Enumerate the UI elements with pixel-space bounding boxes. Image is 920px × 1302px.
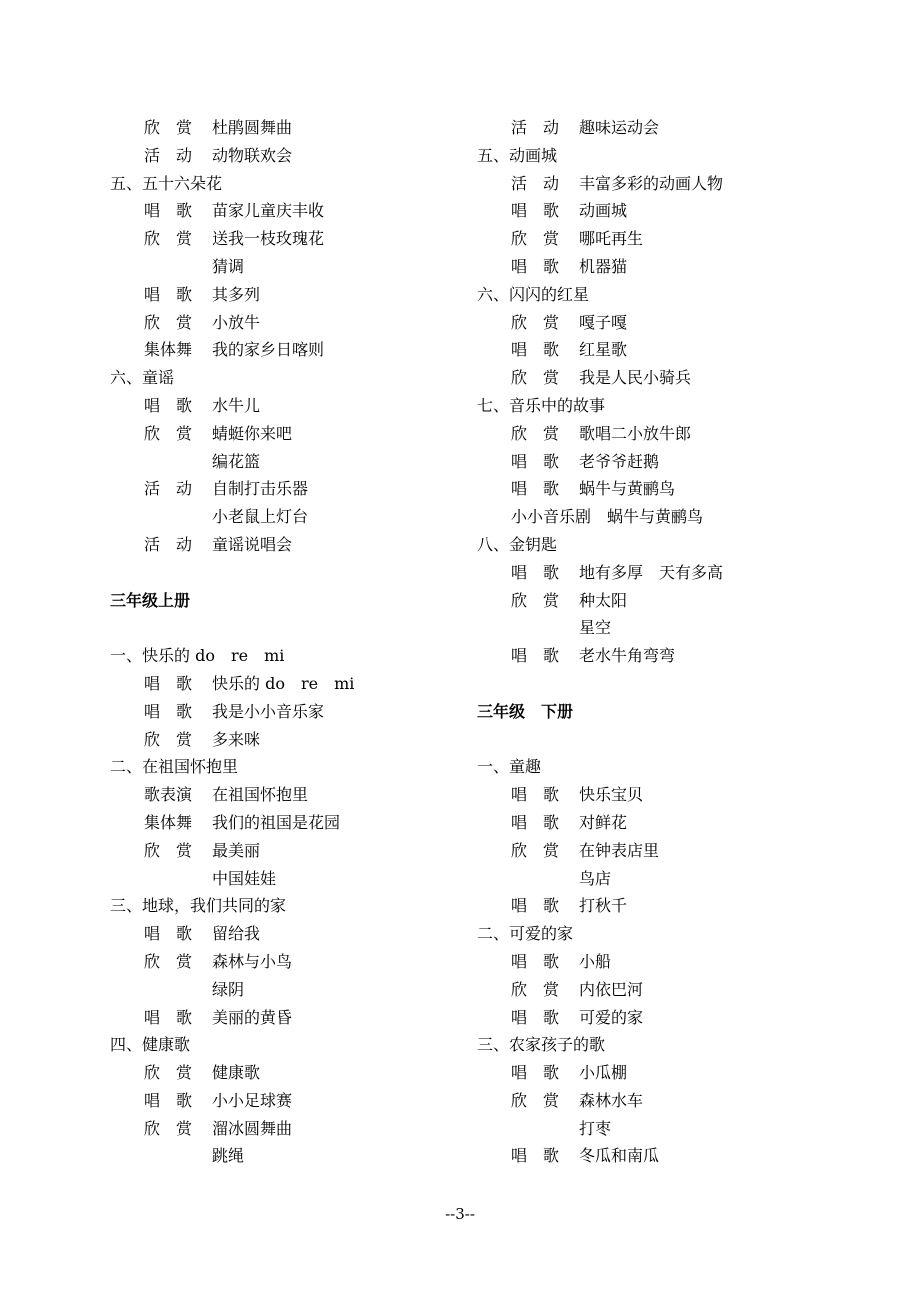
lesson-item — [477, 448, 897, 476]
song-title: 歌唱二小放牛郎 — [579, 423, 692, 443]
unit-title: 三、地球，我们共同的家 — [110, 896, 287, 916]
activity-type: 唱 歌 — [511, 1007, 560, 1027]
unit-title: 一、快乐的 do re mi — [110, 646, 285, 666]
song-title: 溜冰圆舞曲 — [212, 1118, 293, 1138]
activity-type: 欣 赏 — [144, 312, 193, 332]
activity-type: 欣 赏 — [511, 312, 560, 332]
lesson-item — [477, 253, 897, 281]
lesson-item — [477, 170, 897, 198]
song-title: 杜鹃圆舞曲 — [212, 118, 293, 137]
activity-type: 唱 歌 — [144, 395, 193, 415]
lesson-item — [110, 809, 530, 837]
song-title: 老水牛角弯弯 — [579, 646, 676, 666]
activity-type: 欣 赏 — [511, 1090, 560, 1110]
song-title: 蜗牛与黄鹂鸟 — [579, 479, 676, 499]
activity-type: 唱 歌 — [511, 256, 560, 276]
song-title: 老爷爷赶鹅 — [579, 451, 660, 471]
activity-type: 唱 歌 — [511, 812, 560, 832]
grade-heading: 三年级 下册 — [477, 701, 574, 721]
activity-type: 唱 歌 — [144, 701, 193, 721]
song-title: 多来咪 — [212, 729, 261, 749]
lesson-item — [110, 1004, 530, 1032]
song-title-continuation: 小老鼠上灯台 — [212, 507, 309, 527]
lesson-item — [110, 392, 530, 420]
song-title: 森林水车 — [579, 1090, 644, 1110]
song-title: 机器猫 — [579, 256, 628, 276]
song-title: 丰富多彩的动画人物 — [579, 173, 724, 193]
song-title: 森林与小鸟 — [212, 951, 293, 971]
activity-type: 歌表演 — [144, 785, 193, 805]
unit-title: 五、五十六朵花 — [110, 173, 223, 193]
activity-type: 欣 赏 — [144, 1063, 193, 1083]
lesson-item — [110, 531, 530, 559]
unit-title: 一、童趣 — [477, 757, 542, 777]
lesson-item — [110, 726, 530, 754]
activity-type: 欣 赏 — [511, 229, 560, 249]
lesson-item — [477, 225, 897, 253]
lesson-item — [477, 976, 897, 1004]
lesson-item — [110, 920, 530, 948]
lesson-item — [477, 475, 897, 503]
lesson-item — [477, 1059, 897, 1087]
activity-type: 欣 赏 — [511, 423, 560, 443]
lesson-item — [110, 336, 530, 364]
song-title-continuation: 跳绳 — [212, 1146, 245, 1166]
spacer — [477, 670, 897, 698]
activity-type: 活 动 — [511, 118, 560, 137]
activity-type: 唱 歌 — [144, 1090, 193, 1110]
lesson-item — [110, 197, 530, 225]
song-title: 对鲜花 — [579, 812, 628, 832]
lesson-item — [477, 309, 897, 337]
song-title: 我是人民小骑兵 — [579, 368, 692, 388]
unit-title: 八、金钥匙 — [477, 534, 558, 554]
song-title: 其多列 — [212, 284, 261, 304]
lesson-item — [110, 948, 530, 976]
song-title: 我们的祖国是花园 — [212, 812, 341, 832]
unit-title: 四、健康歌 — [110, 1035, 191, 1055]
activity-type: 欣 赏 — [144, 729, 193, 749]
activity-type: 唱 歌 — [144, 201, 193, 221]
grade-heading: 三年级上册 — [110, 590, 191, 610]
lesson-item — [110, 114, 530, 142]
lesson-item — [477, 197, 897, 225]
song-title: 蜻蜓你来吧 — [212, 423, 293, 443]
song-title: 种太阳 — [579, 590, 628, 610]
activity-type: 唱 歌 — [511, 785, 560, 805]
song-title: 快乐宝贝 — [579, 785, 644, 805]
song-title: 内依巴河 — [579, 979, 644, 999]
activity-type: 唱 歌 — [511, 951, 560, 971]
activity-type: 活 动 — [511, 173, 560, 193]
song-title: 苗家儿童庆丰收 — [212, 201, 325, 221]
song-title: 童谣说唱会 — [212, 534, 293, 554]
lesson-item — [110, 309, 530, 337]
song-title: 小瓜棚 — [579, 1063, 628, 1083]
lesson-item — [477, 1142, 897, 1170]
song-title-continuation: 编花篮 — [212, 451, 261, 471]
activity-type: 唱 歌 — [511, 451, 560, 471]
lesson-item — [477, 336, 897, 364]
lesson-item — [477, 420, 897, 448]
song-title: 红星歌 — [579, 340, 628, 360]
song-title-continuation: 打枣 — [579, 1118, 612, 1138]
song-title: 冬瓜和南瓜 — [579, 1146, 660, 1166]
activity-type: 唱 歌 — [511, 479, 560, 499]
lesson-item — [477, 1087, 897, 1115]
unit-title: 六、闪闪的红星 — [477, 284, 590, 304]
lesson-item — [110, 281, 530, 309]
activity-type: 唱 歌 — [511, 562, 560, 582]
lesson-item — [477, 559, 897, 587]
spacer — [110, 559, 530, 587]
unit-title: 三、农家孩子的歌 — [477, 1035, 606, 1055]
lesson-item — [477, 948, 897, 976]
song-title: 快乐的 do re mi — [212, 673, 355, 693]
song-title-continuation: 中国娃娃 — [212, 868, 277, 888]
activity-type: 欣 赏 — [511, 979, 560, 999]
song-title: 小放牛 — [212, 312, 261, 332]
lesson-item — [477, 114, 897, 142]
song-title: 小小足球赛 — [212, 1090, 293, 1110]
song-title: 最美丽 — [212, 840, 261, 860]
song-title-continuation: 星空 — [579, 618, 612, 638]
activity-type: 欣 赏 — [144, 951, 193, 971]
song-title: 可爱的家 — [579, 1007, 644, 1027]
activity-type: 欣 赏 — [511, 840, 560, 860]
unit-title: 二、可爱的家 — [477, 924, 574, 944]
activity-type: 欣 赏 — [144, 118, 193, 137]
lesson-item — [477, 642, 897, 670]
song-title: 水牛儿 — [212, 395, 261, 415]
unit-title: 二、在祖国怀抱里 — [110, 757, 239, 777]
activity-type: 欣 赏 — [144, 840, 193, 860]
song-title: 我的家乡日喀则 — [212, 340, 325, 360]
spacer — [477, 726, 897, 754]
song-title: 趣味运动会 — [579, 118, 660, 137]
lesson-item — [110, 420, 530, 448]
unit-title: 六、童谣 — [110, 368, 175, 388]
left-column — [110, 114, 530, 1170]
song-title: 嘎子嘎 — [579, 312, 628, 332]
song-title: 动画城 — [579, 201, 628, 221]
song-title-continuation: 猜调 — [212, 256, 245, 276]
song-title: 美丽的黄昏 — [212, 1007, 293, 1027]
activity-type: 唱 歌 — [511, 1146, 560, 1166]
song-title: 动物联欢会 — [212, 145, 293, 165]
activity-type: 唱 歌 — [144, 284, 193, 304]
lesson-item — [477, 837, 897, 865]
lesson-item — [110, 475, 530, 503]
activity-type: 活 动 — [144, 479, 193, 499]
activity-type: 唱 歌 — [511, 896, 560, 916]
lesson-item — [477, 809, 897, 837]
song-title: 打秋千 — [579, 896, 628, 916]
song-title: 自制打击乐器 — [212, 479, 309, 499]
lesson-item — [110, 781, 530, 809]
activity-type: 欣 赏 — [144, 1118, 193, 1138]
lesson-item — [477, 1004, 897, 1032]
song-title: 送我一枝玫瑰花 — [212, 229, 325, 249]
activity-type: 集体舞 — [144, 812, 193, 832]
activity-type: 活 动 — [144, 145, 193, 165]
song-title: 在祖国怀抱里 — [212, 785, 309, 805]
lesson-item — [110, 225, 530, 253]
right-column — [477, 114, 897, 1170]
activity-type: 活 动 — [144, 534, 193, 554]
activity-type: 唱 歌 — [511, 646, 560, 666]
unit-title: 七、音乐中的故事 — [477, 395, 606, 415]
spacer — [110, 614, 530, 642]
song-title: 健康歌 — [212, 1063, 261, 1083]
song-title-continuation: 鸟店 — [579, 868, 612, 888]
page-number: --3-- — [445, 1205, 475, 1223]
activity-type: 唱 歌 — [144, 924, 193, 944]
lesson-item — [477, 892, 897, 920]
activity-type: 唱 歌 — [511, 340, 560, 360]
lesson-item: 小小音乐剧 蜗牛与黄鹂鸟 — [511, 507, 704, 527]
song-title: 小船 — [579, 951, 612, 971]
lesson-item — [477, 587, 897, 615]
song-title: 哪吒再生 — [579, 229, 644, 249]
lesson-item — [110, 1087, 530, 1115]
lesson-item — [477, 781, 897, 809]
lesson-item — [110, 837, 530, 865]
lesson-item — [110, 1115, 530, 1143]
activity-type: 唱 歌 — [144, 1007, 193, 1027]
song-title: 地有多厚 天有多高 — [579, 562, 724, 582]
activity-type: 唱 歌 — [511, 1063, 560, 1083]
activity-type: 欣 赏 — [511, 590, 560, 610]
lesson-item — [110, 698, 530, 726]
lesson-item — [110, 670, 530, 698]
activity-type: 唱 歌 — [144, 673, 193, 693]
lesson-item — [110, 1059, 530, 1087]
song-title: 在钟表店里 — [579, 840, 660, 860]
lesson-item — [110, 142, 530, 170]
activity-type: 欣 赏 — [511, 368, 560, 388]
activity-type: 欣 赏 — [144, 423, 193, 443]
song-title-continuation: 绿阴 — [212, 979, 245, 999]
activity-type: 欣 赏 — [144, 229, 193, 249]
unit-title: 五、动画城 — [477, 145, 558, 165]
activity-type: 唱 歌 — [511, 201, 560, 221]
song-title: 留给我 — [212, 924, 261, 944]
activity-type: 集体舞 — [144, 340, 193, 360]
lesson-item — [477, 364, 897, 392]
song-title: 我是小小音乐家 — [212, 701, 325, 721]
